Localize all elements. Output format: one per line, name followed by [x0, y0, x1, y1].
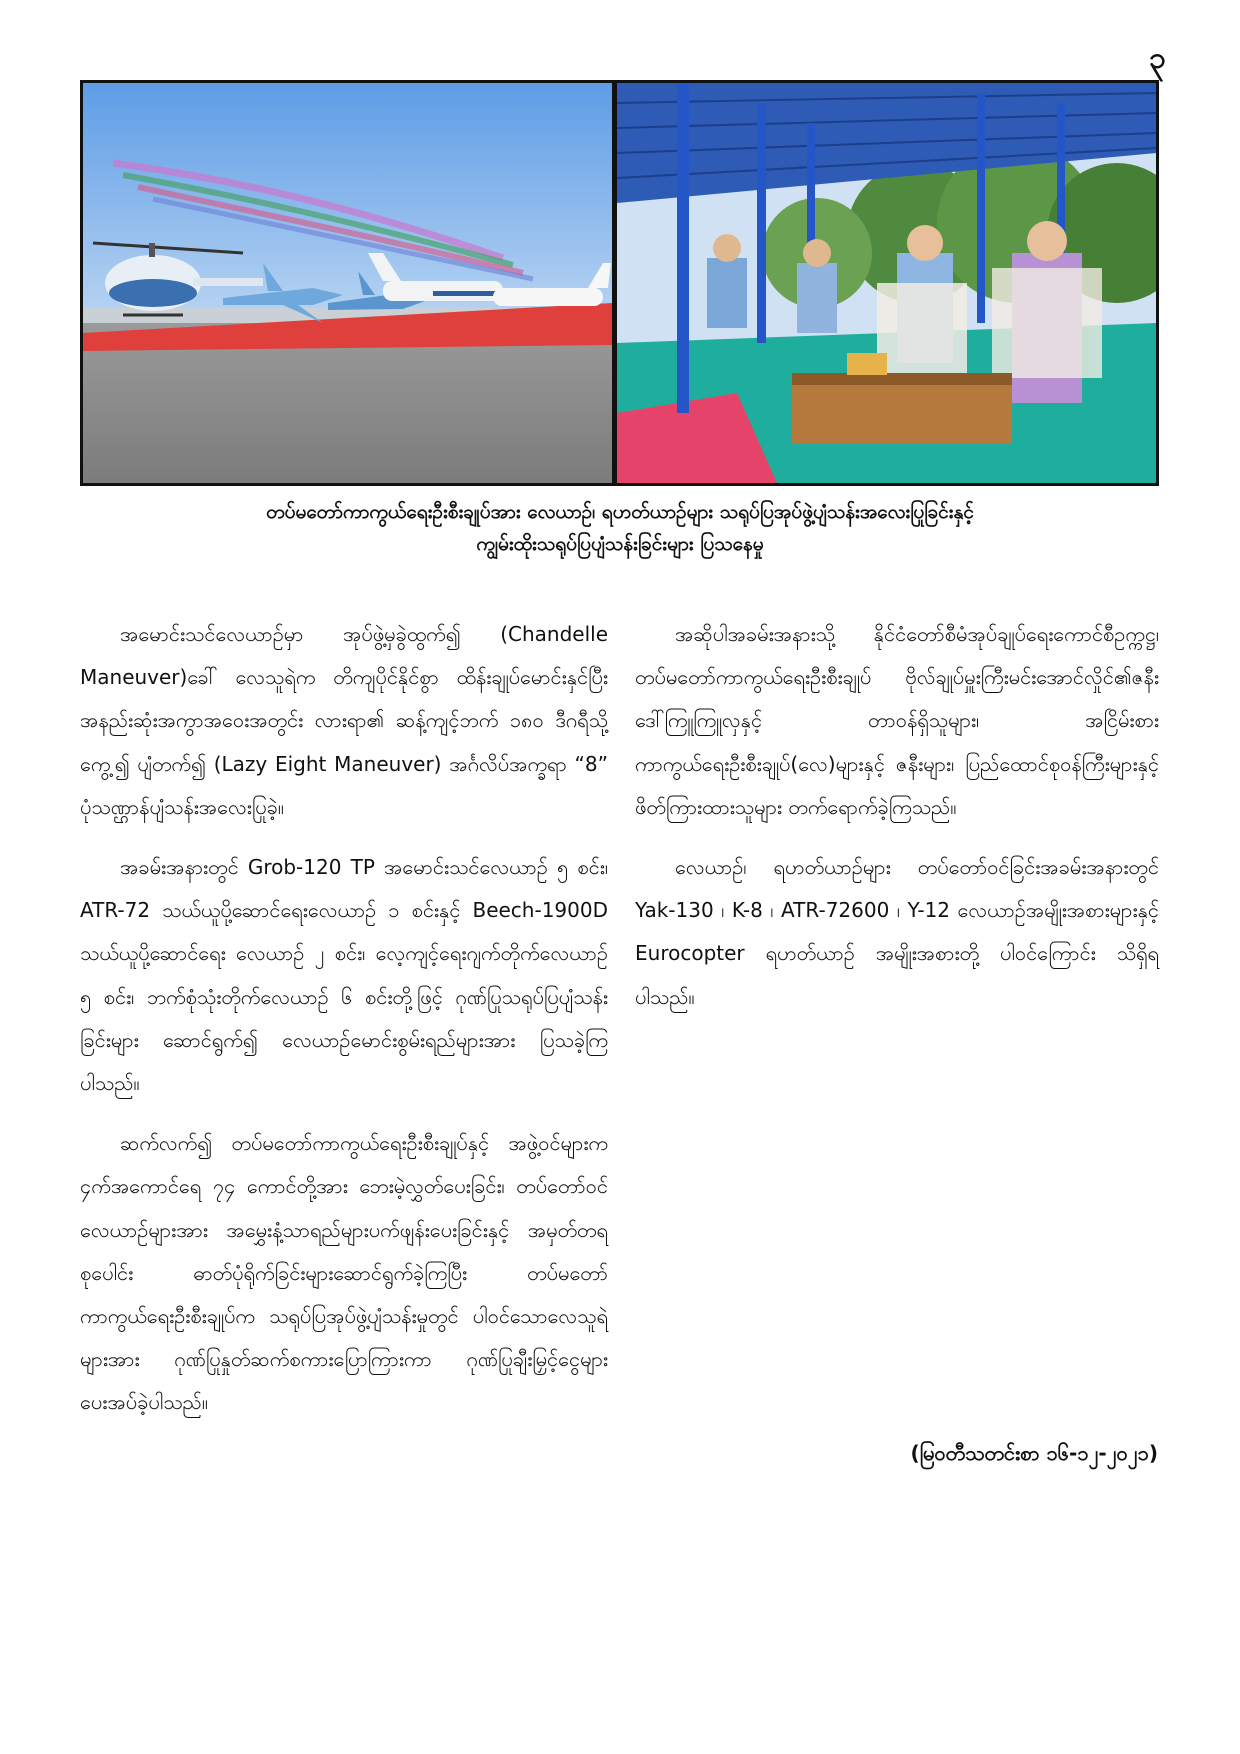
photo-caption: [150, 496, 1090, 560]
left-paragraph-1: အမောင်းသင်လေယာဉ်မှာ အုပ်ဖွဲ့မှခွဲထွက်၍ (Chandelle Maneuver)ခေါ် လေသူရဲက တိကျပိုင်နိုင်စွာ ထိန်းချုပ်မောင်းနှင်ပြီး အနည်းဆုံးအကွာအဝေးအတွင်း လားရာ၏ ဆန့်ကျင့်ဘက် ၁၈၀ ဒီဂရီသို့ကွေ့၍ ပျံတက်၍ (Lazy Eight Maneuver) အင်္ဂလိပ်အက္ခရာ “8” ပုံသဏ္ဌာန်ပျံသန်းအလေးပြုခဲ့။: [80, 622, 608, 819]
photo-airshow: [83, 83, 612, 483]
left-paragraph-2: အခမ်းအနားတွင် Grob-120 TP အမောင်းသင်လေယာဉ် ၅ စင်း၊ ATR-72 သယ်ယူပို့ဆောင်ရေးလေယာဉ် ၁ စင်းနှင့် Beech-1900D သယ်ယူပို့ဆောင်ရေး လေယာဉ် ၂ စင်း၊ လေ့ကျင့်ရေးဂျက်တိုက်လေယာဉ် ၅ စင်း၊ ဘက်စုံသုံးတိုက်လေယာဉ် ၆ စင်းတို့ဖြင့် ဂုဏ်ပြုသရုပ်ပြပျံသန်းခြင်းများ ဆောင်ရွက်၍ လေယာဉ်မောင်းစွမ်းရည်များအား ပြသခဲ့ကြပါသည်။: [80, 855, 608, 1096]
right-paragraph-2: လေယာဉ်၊ ရဟတ်ယာဉ်များ တပ်တော်ဝင်ခြင်းအခမ်းအနားတွင် Yak-130 ၊ K-8 ၊ ATR-72600 ၊ Y-12 လေယာဉ်အမျိုးအစားများနှင့် Eurocopter ရဟတ်ယာဉ် အမျိုးအစားတို့ ပါဝင်ကြောင်း သိရှိရပါသည်။: [635, 855, 1159, 1009]
photo-frame: [80, 80, 1159, 486]
photo-officials: [617, 83, 1156, 483]
left-paragraph-3: ဆက်လက်၍ တပ်မတော်ကာကွယ်ရေးဦးစီးချုပ်နှင့် အဖွဲ့ဝင်များက ၄က်အကောင်ရေ ၇၄ ကောင်တို့အား ဘေးမဲ့လွှတ်ပေးခြင်း၊ တပ်တော်ဝင်လေယာဉ်များအား အမွှေးနံ့သာရည်များပက်ဖျန်းပေးခြင်းနှင့် အမှတ်တရစုပေါင်း ဓာတ်ပုံရိုက်ခြင်းများဆောင်ရွက်ခဲ့ကြပြီး တပ်မတော်ကာကွယ်ရေးဦးစီးချုပ်က သရုပ်ပြအုပ်ဖွဲ့ပျံသန်းမှုတွင် ပါဝင်သောလေသူရဲများအား ဂုဏ်ပြုနှုတ်ဆက်စကားပြောကြားကာ ဂုဏ်ပြုချီးမြှင့်ငွေများ ပေးအပ်ခဲ့ပါသည်။: [80, 1131, 608, 1415]
caption-line-1: တပ်မတော်ကာကွယ်ရေးဦးစီးချုပ်အား လေယာဉ်၊ ရဟတ်ယာဉ်များ သရုပ်ပြအုပ်ဖွဲ့ပျံသန်းအလေးပြုခြင်းနှင့်: [266, 501, 974, 523]
right-paragraph-1: အဆိုပါအခမ်းအနားသို့ နိုင်ငံတော်စီမံအုပ်ချုပ်ရေးကောင်စီဥက္ကဋ္ဌ၊ တပ်မတော်ကာကွယ်ရေးဦးစီးချုပ် ဗိုလ်ချုပ်မှူးကြီးမင်းအောင်လှိုင်၏ဇနီး ဒေါ်ကြူကြူလှနှင့် တာဝန်ရှိသူများ၊ အငြိမ်းစားကာကွယ်ရေးဦးစီးချုပ်(လေ)များနှင့် ဇနီးများ၊ ပြည်ထောင်စုဝန်ကြီးများနှင့် ဖိတ်ကြားထားသူများ တက်ရောက်ခဲ့ကြသည်။: [635, 622, 1159, 819]
news-source: (မြဝတီသတင်းစာ ၁၆-၁၂-၂၀၂၁): [910, 1441, 1158, 1465]
caption-line-2: ကျွမ်းထိုးသရုပ်ပြပျံသန်းခြင်းများ ပြသနေမှု: [476, 533, 764, 555]
article-right-column: [635, 613, 1159, 1036]
article-left-column: [80, 613, 608, 1442]
page-number: ၃: [1149, 41, 1166, 76]
